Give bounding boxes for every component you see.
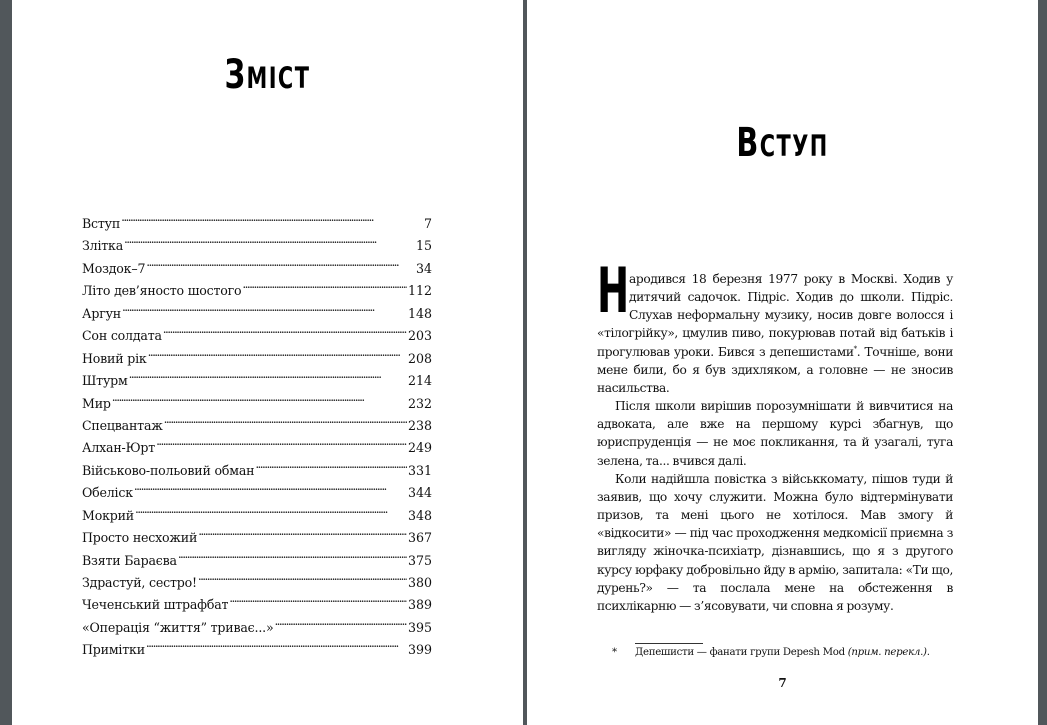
toc-entry[interactable] [82, 318, 432, 344]
toc-title-initial: З [224, 52, 247, 98]
toc-entry-label: Примітки [82, 642, 145, 658]
toc-entry-label: Просто несхожий [82, 530, 198, 546]
toc-entry-label: Новий рік [82, 350, 147, 366]
toc-entry-label: Взяти Бараєва [82, 552, 177, 568]
toc-leader-dots [124, 228, 415, 250]
chapter-body [597, 254, 953, 615]
paragraph-1-text: ародився 18 березня 1977 року в Москві. Ходив у дитячий садочок. Підріс. Ходив до школи. Підріс. Слухав неформальну музику, носив довге волосся і «тілогрійку», цмулив пиво, покурював потай від батьків і прогулював уроки. Бився з депешистами [597, 272, 953, 359]
toc-entry-page: 238 [407, 417, 432, 433]
toc-entry-label: Мир [82, 395, 111, 411]
toc-leader-dots [198, 520, 407, 542]
toc-entry-page: 375 [407, 552, 432, 568]
toc-entry-label: Вступ [82, 216, 121, 231]
footnote-end: . [926, 647, 930, 658]
toc-entry-page: 148 [407, 305, 432, 321]
drop-cap: Н [597, 254, 629, 327]
toc-entry-page: 15 [415, 238, 432, 254]
toc-entry-label: Літо дев’яносто шостого [82, 283, 242, 299]
toc-entry-page: 367 [407, 530, 432, 546]
toc-entry-page: 399 [407, 642, 432, 658]
footnote [612, 647, 1012, 658]
toc-entry[interactable] [82, 296, 432, 321]
chapter-title-rest: СТУП [759, 129, 829, 163]
toc-entry-page: 348 [407, 507, 432, 523]
page-number: 7 [778, 676, 787, 690]
toc-entry-page: 380 [407, 575, 432, 590]
toc-entry-label: Аргун [82, 305, 122, 321]
toc-leader-dots [146, 251, 415, 273]
toc-entry[interactable] [82, 363, 432, 389]
toc-leader-dots [121, 206, 423, 228]
toc-entry-page: 331 [407, 462, 432, 478]
toc-leader-dots [198, 565, 407, 587]
toc-entry[interactable] [82, 408, 432, 433]
paragraph-1-tail: . Точніше, вони мене били, бо я був здихляком, а головне — не зносив насильства. [597, 344, 953, 395]
toc-entry-label: Здрастуй, сестро! [82, 575, 197, 590]
toc-leader-dots [163, 318, 407, 340]
toc-entry-page: 214 [407, 373, 432, 389]
toc-entry-label: Мокрий [82, 507, 134, 523]
toc-title [84, 52, 452, 98]
paragraph-1 [597, 254, 953, 397]
toc-entry[interactable] [82, 228, 432, 254]
toc-entry-page: 395 [407, 619, 432, 635]
toc-title-rest: МІСТ [246, 61, 311, 95]
toc-entry[interactable] [82, 475, 432, 501]
toc-entry-page: 203 [407, 328, 432, 344]
toc-leader-dots [146, 632, 407, 654]
chapter-title [599, 120, 967, 166]
toc-entry-page: 232 [407, 395, 432, 411]
toc-entry-label: Чеченський штрафбат [82, 597, 229, 613]
toc-entry-page: 389 [407, 597, 432, 613]
toc-leader-dots [135, 498, 407, 520]
toc-entry[interactable] [82, 251, 432, 276]
toc-entry-label: Обеліск [82, 485, 133, 501]
toc-entry-page: 249 [407, 440, 432, 456]
toc-leader-dots [274, 610, 407, 632]
chapter-title-initial: В [736, 120, 760, 166]
toc-entry-page: 208 [407, 350, 432, 366]
toc-entry-page: 112 [407, 283, 432, 299]
footnote-text: Депешисти — фанати групи Depesh Mod [635, 647, 848, 658]
footnote-divider [635, 643, 703, 644]
toc-leader-dots [148, 341, 407, 363]
footnote-marker: * [612, 647, 617, 658]
toc-leader-dots [229, 587, 407, 609]
paragraph-2: Після школи вирішив порозумнішати й вивчитися на адвоката, але вже на першому курсі збагнув, що юриспруденція — не моє покликання, та й узагалі, туга зелена, та... вчився далі. [597, 399, 953, 468]
toc-entry[interactable] [82, 386, 432, 411]
left-page [12, 0, 523, 725]
toc-entry-label: Моздок–7 [82, 260, 146, 276]
toc-leader-dots [178, 543, 407, 565]
toc-leader-dots [134, 475, 407, 497]
toc-leader-dots [129, 363, 407, 385]
toc-leader-dots [242, 273, 407, 295]
toc-leader-dots [255, 453, 407, 475]
right-page [527, 0, 1038, 725]
toc-entry-page: 344 [407, 485, 432, 501]
toc-leader-dots [164, 408, 407, 430]
paragraph-3: Коли надійшла повістка з військкомату, пішов туди й заявив, що хочу служити. Можна було відтермінувати призов, та мені цього не хотілося. Мав змогу й «відкосити» — під час проходження медкомісії приємна з вигляду жіночка-психіатр, дізнавшись, що я з другого курсу юрфаку добровільно йду в армію, запитала: «Ти що, дурень?» — та послала мене на обстеження в психлікарню — з’ясовувати, чи сповна я розуму. [597, 471, 953, 613]
toc-entry-label: Спецвантаж [82, 417, 163, 433]
toc-entry-label: Військово-польовий обман [82, 462, 255, 478]
toc-entry-page: 34 [415, 260, 432, 276]
toc-entry-label: Сон солдата [82, 328, 162, 344]
toc-leader-dots [112, 386, 407, 408]
table-of-contents [82, 206, 432, 658]
toc-leader-dots [156, 430, 407, 452]
toc-entry-label: Алхан-Юрт [82, 440, 156, 456]
toc-entry-label: Злітка [82, 238, 124, 254]
toc-entry-label: «Операція “життя” триває...» [82, 619, 274, 635]
toc-leader-dots [122, 296, 407, 318]
toc-entry-page: 7 [423, 216, 432, 231]
toc-entry[interactable] [82, 520, 432, 546]
toc-entry[interactable] [82, 206, 432, 231]
toc-entry-label: Штурм [82, 373, 128, 389]
footnote-translator-note: (прим. перекл.) [847, 647, 927, 658]
footnote-reference[interactable]: * [853, 344, 857, 353]
toc-entry[interactable] [82, 498, 432, 523]
